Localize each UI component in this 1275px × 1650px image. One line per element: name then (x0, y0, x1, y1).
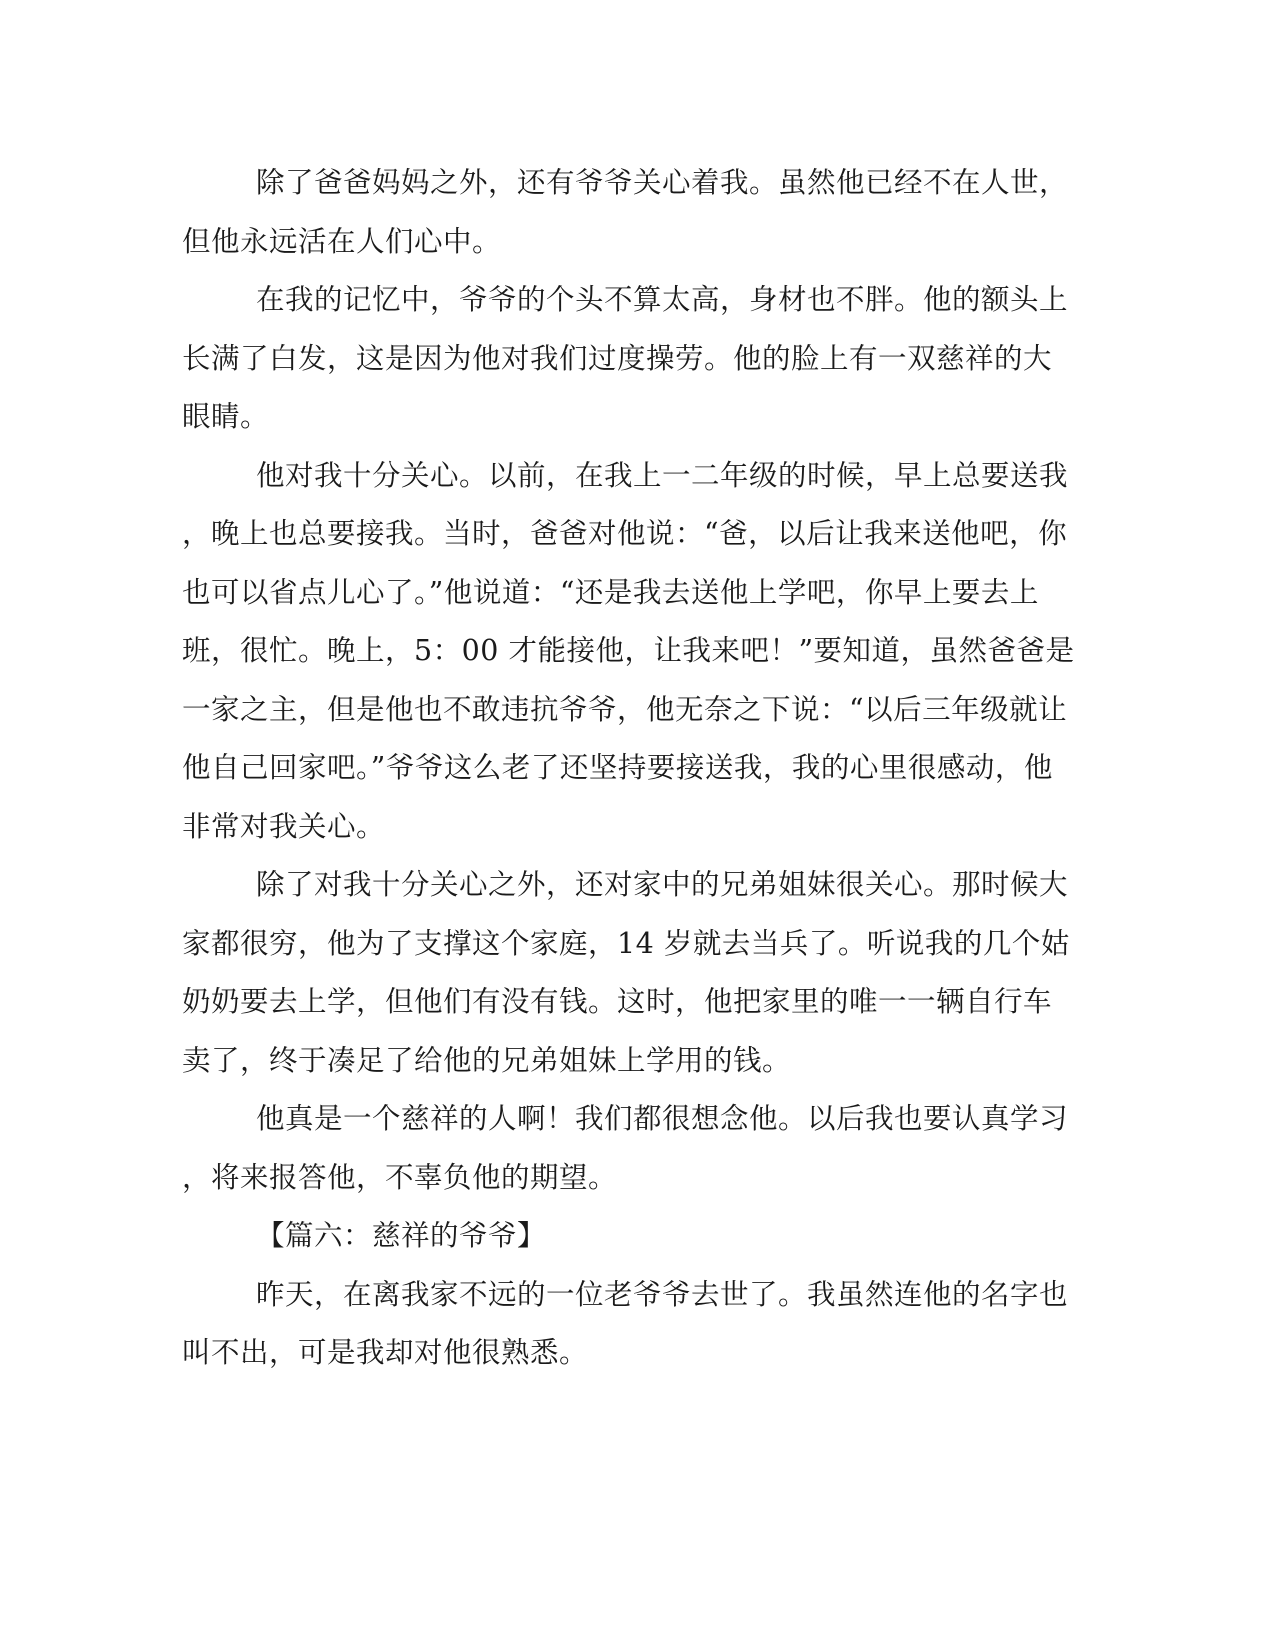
paragraph-3-line-7: 非常对我关心。 (182, 810, 386, 843)
paragraph-3-line-5: 一家之主，但是他也不敢违抗爷爷，他无奈之下说：“以后三年级就让 (182, 693, 1068, 726)
paragraph-4-line-4: 卖了，终于凑足了给他的兄弟姐妹上学用的钱。 (182, 1044, 792, 1077)
paragraph-3-line-2: ，晚上也总要接我。当时，爸爸对他说：“爸，以后让我来送他吧，你 (182, 517, 1068, 550)
paragraph-6-line-1: 昨天，在离我家不远的一位老爷爷去世了。我虽然连他的名字也 (256, 1278, 1069, 1311)
paragraph-5-line-1: 他真是一个慈祥的人啊！我们都很想念他。以后我也要认真学习 (256, 1102, 1069, 1135)
paragraph-3-line-3: 也可以省点儿心了。”他说道：“还是我去送他上学吧，你早上要去上 (182, 576, 1039, 609)
section-heading: 【篇六：慈祥的爷爷】 (256, 1219, 547, 1252)
paragraph-5-line-2: ，将来报答他，不辜负他的期望。 (182, 1161, 618, 1194)
paragraph-3-line-4: 班，很忙。晚上，5：00 才能接他，让我来吧！”要知道，虽然爸爸是 (182, 634, 1075, 667)
paragraph-4-line-2: 家都很穷，他为了支撑这个家庭，14 岁就去当兵了。听说我的几个姑 (182, 927, 1070, 960)
paragraph-1-line-2: 但他永远活在人们心中。 (182, 225, 502, 258)
paragraph-3-line-1: 他对我十分关心。以前，在我上一二年级的时候，早上总要送我 (256, 459, 1069, 492)
paragraph-2-line-3: 眼睛。 (182, 400, 270, 433)
paragraph-1-line-1: 除了爸爸妈妈之外，还有爷爷关心着我。虽然他已经不在人世， (256, 166, 1069, 199)
paragraph-6-line-2: 叫不出，可是我却对他很熟悉。 (182, 1336, 589, 1369)
paragraph-2-line-1: 在我的记忆中，爷爷的个头不算太高，身材也不胖。他的额头上 (256, 283, 1069, 316)
paragraph-4-line-3: 奶奶要去上学，但他们有没有钱。这时，他把家里的唯一一辆自行车 (182, 985, 1053, 1018)
paragraph-2-line-2: 长满了白发，这是因为他对我们过度操劳。他的脸上有一双慈祥的大 (182, 342, 1053, 375)
paragraph-3-line-6: 他自己回家吧。”爷爷这么老了还坚持要接送我，我的心里很感动，他 (182, 751, 1053, 784)
paragraph-4-line-1: 除了对我十分关心之外，还对家中的兄弟姐妹很关心。那时候大 (256, 868, 1069, 901)
